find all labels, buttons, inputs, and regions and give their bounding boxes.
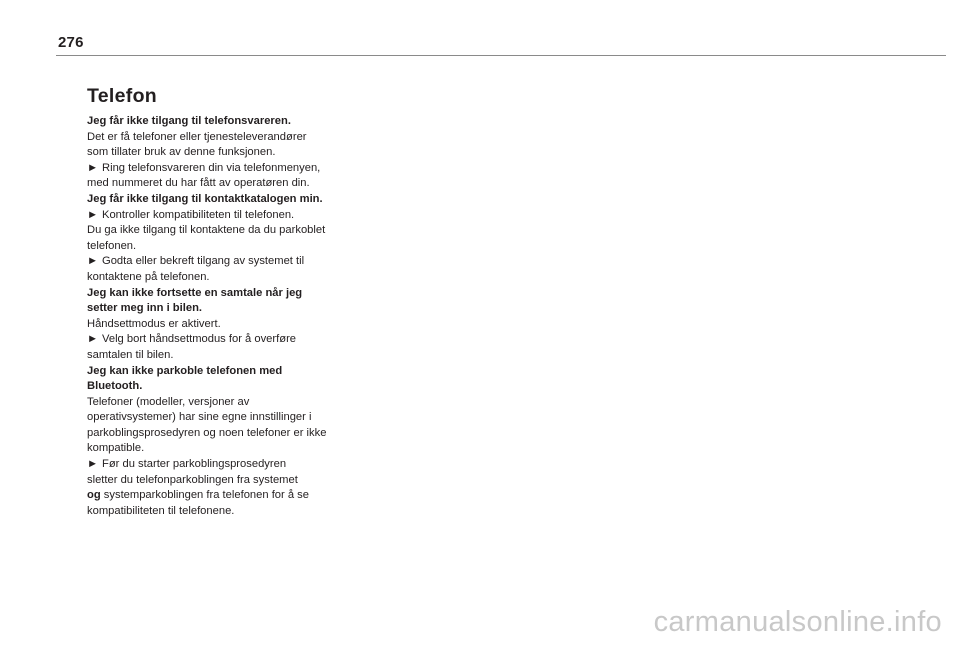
line-text: sletter du telefonparkoblingen fra systemet — [87, 473, 298, 486]
line-text: med nummeret du har fått av operatøren din. — [87, 177, 310, 190]
text-line — [87, 488, 357, 504]
text-line — [87, 441, 357, 457]
text-line — [87, 270, 357, 286]
question-line — [87, 379, 357, 395]
page-number: 276 — [58, 34, 84, 51]
line-text: Jeg kan ikke fortsette en samtale når jeg — [87, 286, 303, 299]
line-text: Velg bort håndsettmodus for å overføre — [102, 333, 297, 346]
instruction-line — [87, 332, 357, 348]
arrow-bullet-icon: ► — [87, 458, 99, 471]
inline-bold-word: og — [87, 489, 101, 502]
text-line — [87, 426, 357, 442]
text-line — [87, 176, 357, 192]
text-line — [87, 348, 357, 364]
line-text: Det er få telefoner eller tjenesteleverandører — [87, 130, 307, 143]
instruction-line — [87, 208, 357, 224]
question-line — [87, 286, 357, 302]
line-text: kontaktene på telefonen. — [87, 270, 210, 283]
line-text: Du ga ikke tilgang til kontaktene da du parkoblet — [87, 224, 326, 237]
arrow-bullet-icon: ► — [87, 208, 99, 221]
line-text: kompatibiliteten til telefonene. — [87, 504, 235, 517]
line-text: Jeg får ikke tilgang til kontaktkatalogen min. — [87, 192, 323, 205]
arrow-bullet-icon: ► — [87, 333, 99, 346]
line-text: Jeg kan ikke parkoble telefonen med — [87, 364, 283, 377]
header-rule — [56, 55, 946, 56]
line-text: samtalen til bilen. — [87, 348, 174, 361]
line-text: Godta eller bekreft tilgang av systemet til — [102, 255, 305, 268]
question-line — [87, 192, 357, 208]
text-line — [87, 410, 357, 426]
line-text: parkoblingsprosedyren og noen telefoner er ikke — [87, 426, 327, 439]
question-line — [87, 364, 357, 380]
line-text: kompatible. — [87, 442, 145, 455]
text-line — [87, 145, 357, 161]
text-line — [87, 223, 357, 239]
line-text: Bluetooth. — [87, 380, 143, 393]
line-text: Før du starter parkoblingsprosedyren — [102, 458, 287, 471]
instruction-line — [87, 254, 357, 270]
line-text: systemparkoblingen fra telefonen for å se — [103, 489, 310, 502]
section-title: Telefon — [87, 85, 157, 107]
text-line — [87, 504, 357, 520]
line-text: telefonen. — [87, 239, 137, 252]
watermark: carmanualsonline.info — [653, 606, 942, 638]
text-line — [87, 130, 357, 146]
arrow-bullet-icon: ► — [87, 161, 99, 174]
body-text — [87, 114, 357, 519]
question-line — [87, 301, 357, 317]
arrow-bullet-icon: ► — [87, 255, 99, 268]
content-column — [87, 84, 357, 519]
text-line — [87, 239, 357, 255]
text-line — [87, 317, 357, 333]
line-text: Ring telefonsvareren din via telefonmenyen, — [102, 161, 321, 174]
instruction-line — [87, 161, 357, 177]
text-line — [87, 473, 357, 489]
line-text: som tillater bruk av denne funksjonen. — [87, 146, 276, 159]
instruction-line — [87, 457, 357, 473]
line-text: Telefoner (modeller, versjoner av — [87, 395, 250, 408]
question-line — [87, 114, 357, 130]
line-text: Kontroller kompatibiliteten til telefonen. — [102, 208, 295, 221]
line-text: setter meg inn i bilen. — [87, 302, 203, 315]
text-line — [87, 395, 357, 411]
line-text: Jeg får ikke tilgang til telefonsvareren. — [87, 115, 291, 127]
line-text: Håndsettmodus er aktivert. — [87, 317, 221, 330]
line-text: operativsystemer) har sine egne innstillinger i — [87, 411, 312, 424]
